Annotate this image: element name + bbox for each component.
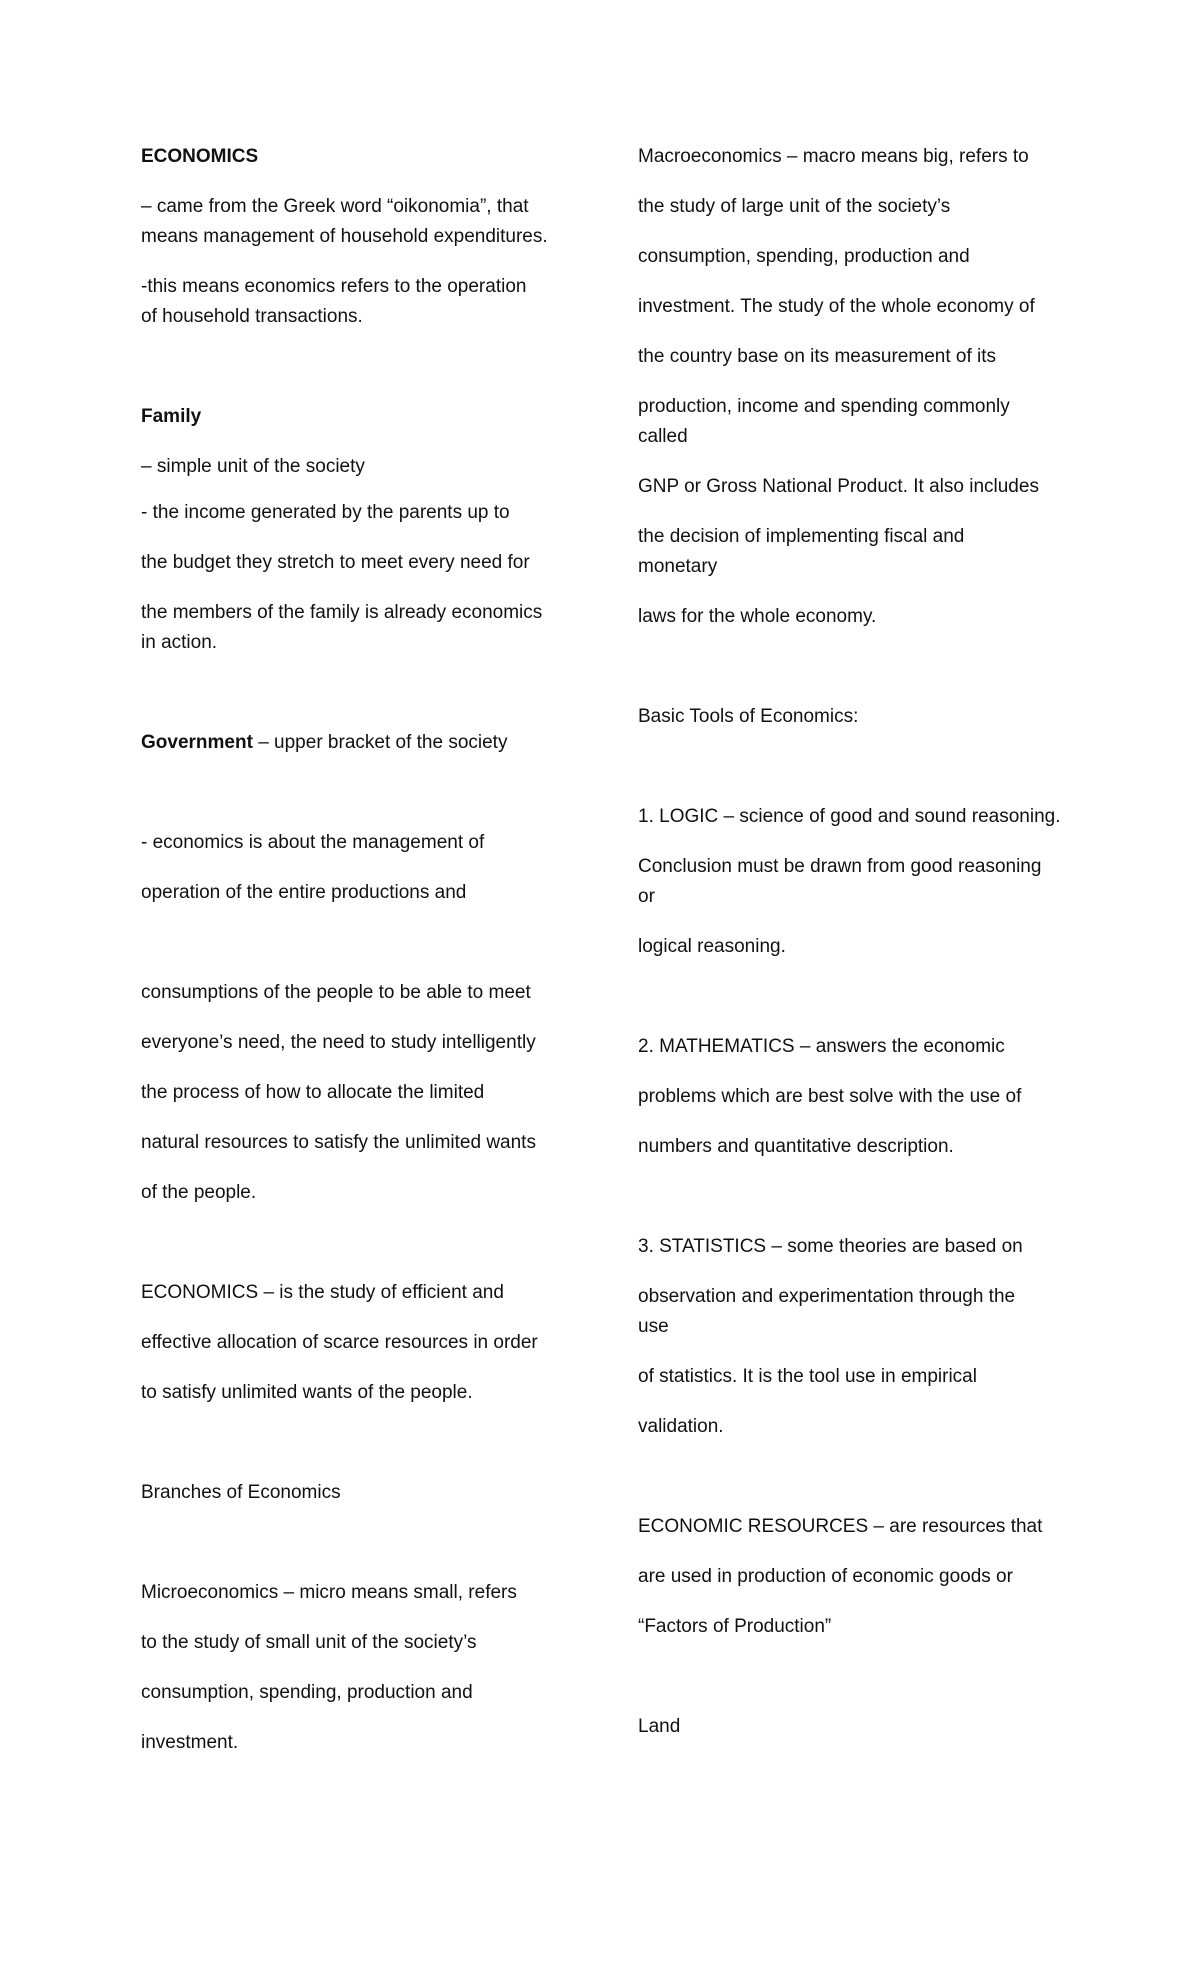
text-line: of statistics. It is the tool use in empirical <box>638 1366 977 1387</box>
government-line <box>141 728 507 758</box>
text-line: Macroeconomics – macro means big, refers to <box>638 146 1029 167</box>
family-heading: Family <box>141 406 202 427</box>
text-line: effective allocation of scarce resources in order <box>141 1332 538 1353</box>
text-line: monetary <box>638 556 718 577</box>
text-line: validation. <box>638 1416 724 1437</box>
text-line: to satisfy unlimited wants of the people. <box>141 1382 473 1403</box>
text-line: Conclusion must be drawn from good reasoning <box>638 856 1042 877</box>
text-line: laws for the whole economy. <box>638 606 877 627</box>
text-line: problems which are best solve with the use of <box>638 1086 1022 1107</box>
text-line: called <box>638 426 688 447</box>
text-line: - economics is about the management of <box>141 832 485 853</box>
text-line: the members of the family is already economics <box>141 602 543 623</box>
government-heading: Government <box>141 732 253 753</box>
text-line: natural resources to satisfy the unlimited wants <box>141 1132 536 1153</box>
text-line: – came from the Greek word “oikonomia”, that <box>141 196 529 217</box>
text-line: to the study of small unit of the society’s <box>141 1632 477 1653</box>
text-line: consumption, spending, production and <box>638 246 970 267</box>
text-line: in action. <box>141 632 218 653</box>
text-line: everyone’s need, the need to study intelligently <box>141 1032 536 1053</box>
text-line: are used in production of economic goods or <box>638 1566 1013 1587</box>
text-line: 3. STATISTICS – some theories are based on <box>638 1236 1023 1257</box>
text-line: – simple unit of the society <box>141 456 365 477</box>
text-line: Microeconomics – micro means small, refers <box>141 1582 517 1603</box>
text-line: or <box>638 886 655 907</box>
text-line: logical reasoning. <box>638 936 786 957</box>
text-line: use <box>638 1316 669 1337</box>
text-line: of household transactions. <box>141 306 363 327</box>
text-line: means management of household expenditures. <box>141 226 548 247</box>
text-line: -this means economics refers to the operation <box>141 276 527 297</box>
branches-heading: Branches of Economics <box>141 1482 341 1503</box>
text-line: the process of how to allocate the limited <box>141 1082 485 1103</box>
text-line: GNP or Gross National Product. It also includes <box>638 476 1039 497</box>
text-line: - the income generated by the parents up to <box>141 502 510 523</box>
text-line: 1. LOGIC – science of good and sound reasoning. <box>638 806 1061 827</box>
government-definition: – upper bracket of the society <box>252 732 508 753</box>
text-line: Land <box>638 1716 681 1737</box>
text-line: consumption, spending, production and <box>141 1682 473 1703</box>
text-line: observation and experimentation through the <box>638 1286 1016 1307</box>
text-line: consumptions of the people to be able to meet <box>141 982 531 1003</box>
economics-heading: ECONOMICS <box>141 146 259 167</box>
text-line: numbers and quantitative description. <box>638 1136 954 1157</box>
text-line: ECONOMIC RESOURCES – are resources that <box>638 1516 1043 1537</box>
text-line: operation of the entire productions and <box>141 882 467 903</box>
text-line: the budget they stretch to meet every need for <box>141 552 530 573</box>
text-line: ECONOMICS – is the study of efficient and <box>141 1282 504 1303</box>
text-line: 2. MATHEMATICS – answers the economic <box>638 1036 1005 1057</box>
text-line: the study of large unit of the society’s <box>638 196 951 217</box>
text-line: the country base on its measurement of its <box>638 346 997 367</box>
text-line: investment. <box>141 1732 239 1753</box>
basic-tools-heading: Basic Tools of Economics: <box>638 706 859 727</box>
text-line: production, income and spending commonly <box>638 396 1010 417</box>
text-line: the decision of implementing fiscal and <box>638 526 965 547</box>
text-line: investment. The study of the whole economy of <box>638 296 1035 317</box>
text-line: “Factors of Production” <box>638 1616 832 1637</box>
text-line: of the people. <box>141 1182 257 1203</box>
